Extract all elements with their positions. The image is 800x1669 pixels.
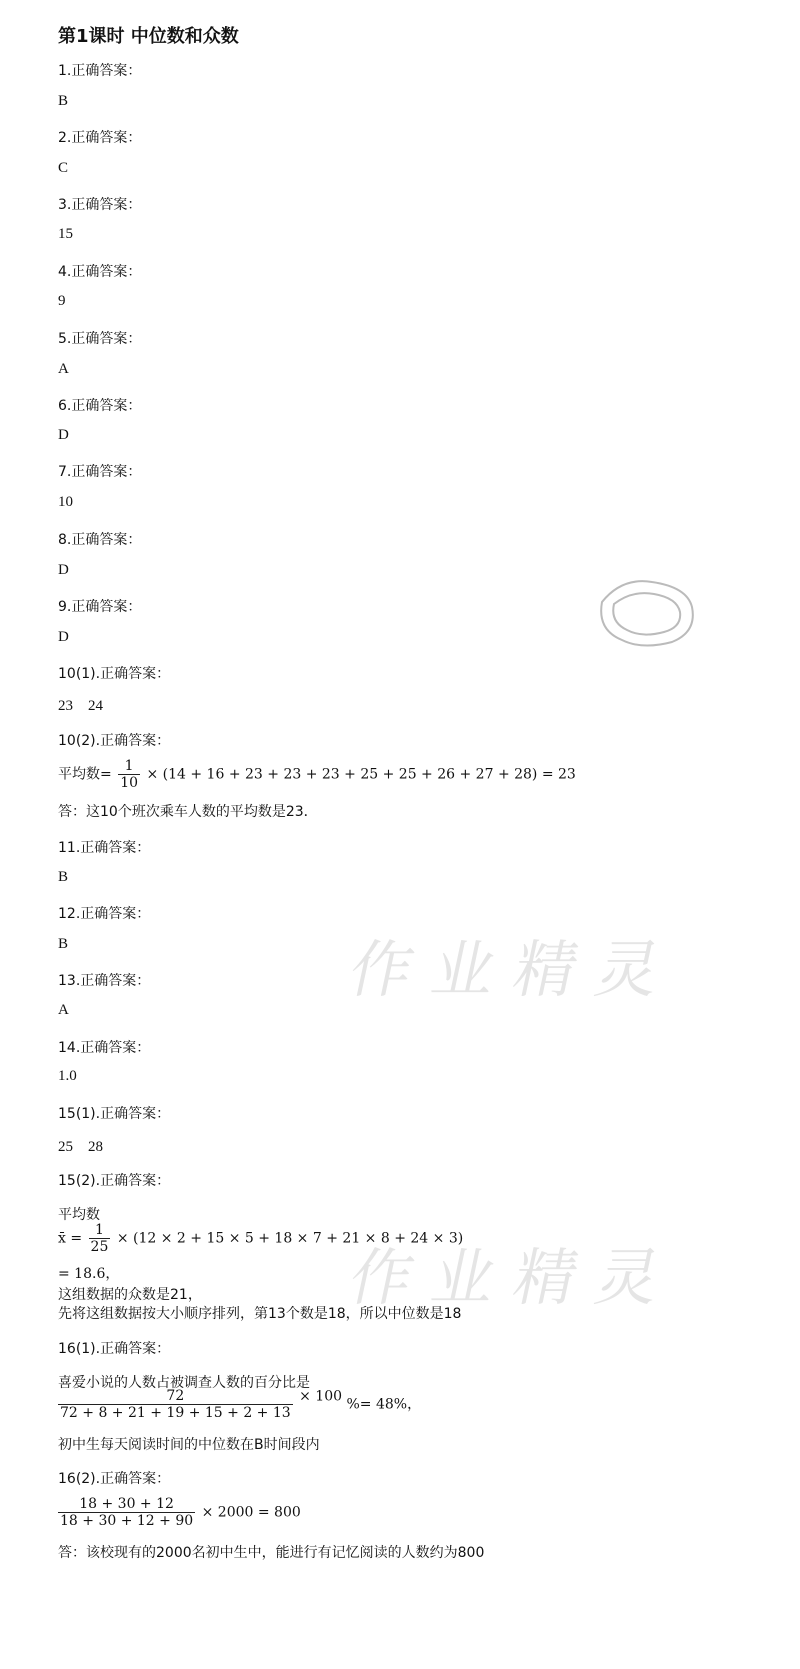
fraction-numerator: 72 — [166, 1388, 185, 1404]
fraction — [58, 1388, 293, 1421]
formula-percent: %= 48%， — [346, 1396, 422, 1413]
answer-text: 初中生每天阅读时间的中位数在B时间段内 — [58, 1437, 320, 1453]
fraction — [58, 1496, 195, 1529]
question-label: 5.正确答案： — [58, 331, 142, 347]
question-label: 9.正确答案： — [58, 599, 142, 615]
question-label: 2.正确答案： — [58, 130, 142, 146]
formula-expression: × (14 + 16 + 23 + 23 + 23 + 25 + 25 + 26 + 27 + 28) = 23 — [146, 766, 576, 783]
answer-value: B — [58, 936, 69, 952]
fraction — [89, 1222, 111, 1255]
fraction-numerator: 18 + 30 + 12 — [79, 1496, 174, 1512]
formula-expression: × 2000 = 800 — [201, 1504, 301, 1521]
question-label: 3.正确答案： — [58, 197, 142, 213]
formula-expression: × (12 × 2 + 15 × 5 + 18 × 7 + 21 × 8 + 24 × 3) — [116, 1230, 464, 1247]
question-label: 15(2).正确答案： — [58, 1173, 171, 1189]
fraction-numerator: 1 — [124, 758, 134, 774]
q16-1-formula — [58, 1388, 421, 1421]
q10-2-formula: 平均数= $\frac{1}{10}$ × (14 + 16 + 23 + 23 + 23 + 25 + 25 + 26 + 27 + 28) = 23 — [58, 758, 576, 791]
answer-text: 答：该校现有的2000名初中生中，能进行有记忆阅读的人数约为800 — [58, 1545, 485, 1561]
answer-value: A — [58, 361, 69, 377]
answer-value: 9 — [58, 293, 66, 309]
formula-result: = 18.6， — [58, 1266, 120, 1282]
question-label: 15(1).正确答案： — [58, 1106, 171, 1122]
fraction-numerator: 1 — [94, 1222, 104, 1238]
answer-value: 23 24 — [58, 698, 104, 714]
formula-multiplier: × 100 — [299, 1388, 343, 1405]
answer-text: 这组数据的众数是21， — [58, 1287, 202, 1303]
answer-value: 15 — [58, 226, 73, 242]
answer-value: D — [58, 562, 69, 578]
question-label: 10(1).正确答案： — [58, 666, 171, 682]
answer-value: 25 28 — [58, 1139, 104, 1155]
page-title: 第1课时 中位数和众数 — [58, 26, 239, 47]
question-label: 7.正确答案： — [58, 464, 142, 480]
question-label: 6.正确答案： — [58, 398, 142, 414]
question-label: 14.正确答案： — [58, 1040, 151, 1056]
question-label: 1.正确答案： — [58, 63, 142, 79]
fraction — [118, 758, 140, 791]
answer-text: 答：这10个班次乘车人数的平均数是23． — [58, 804, 318, 820]
formula-label: 平均数 — [58, 1207, 100, 1223]
answer-value: D — [58, 629, 69, 645]
seal-logo-icon — [592, 572, 702, 652]
question-label: 16(1).正确答案： — [58, 1341, 171, 1357]
question-label: 8.正确答案： — [58, 532, 142, 548]
question-label: 12.正确答案： — [58, 906, 151, 922]
answer-text: 喜爱小说的人数占被调查人数的百分比是 — [58, 1375, 310, 1391]
answer-value: 10 — [58, 494, 73, 510]
answer-value: B — [58, 93, 69, 109]
question-label: 13.正确答案： — [58, 973, 151, 989]
fraction-denominator: 10 — [120, 775, 139, 791]
question-label: 4.正确答案： — [58, 264, 142, 280]
answer-value: B — [58, 869, 69, 885]
question-label: 11.正确答案： — [58, 840, 151, 856]
watermark: 作业精灵 — [343, 1241, 687, 1314]
fraction-denominator: 72 + 8 + 21 + 19 + 15 + 2 + 13 — [60, 1405, 291, 1421]
question-label: 10(2).正确答案： — [58, 733, 171, 749]
mean-symbol: x̄ = — [58, 1230, 83, 1247]
fraction-denominator: 18 + 30 + 12 + 90 — [60, 1513, 194, 1529]
answer-value: C — [58, 160, 69, 176]
question-label: 16(2).正确答案： — [58, 1471, 171, 1487]
watermark: 作业精灵 — [343, 933, 687, 1006]
q16-2-formula — [58, 1496, 301, 1529]
answer-text: 先将这组数据按大小顺序排列，第13个数是18，所以中位数是18 — [58, 1306, 462, 1322]
formula-label: 平均数 — [58, 766, 100, 783]
fraction-denominator: 25 — [90, 1239, 109, 1255]
answer-value: 1.0 — [58, 1068, 77, 1084]
answer-value: A — [58, 1002, 69, 1018]
answer-value: D — [58, 427, 69, 443]
